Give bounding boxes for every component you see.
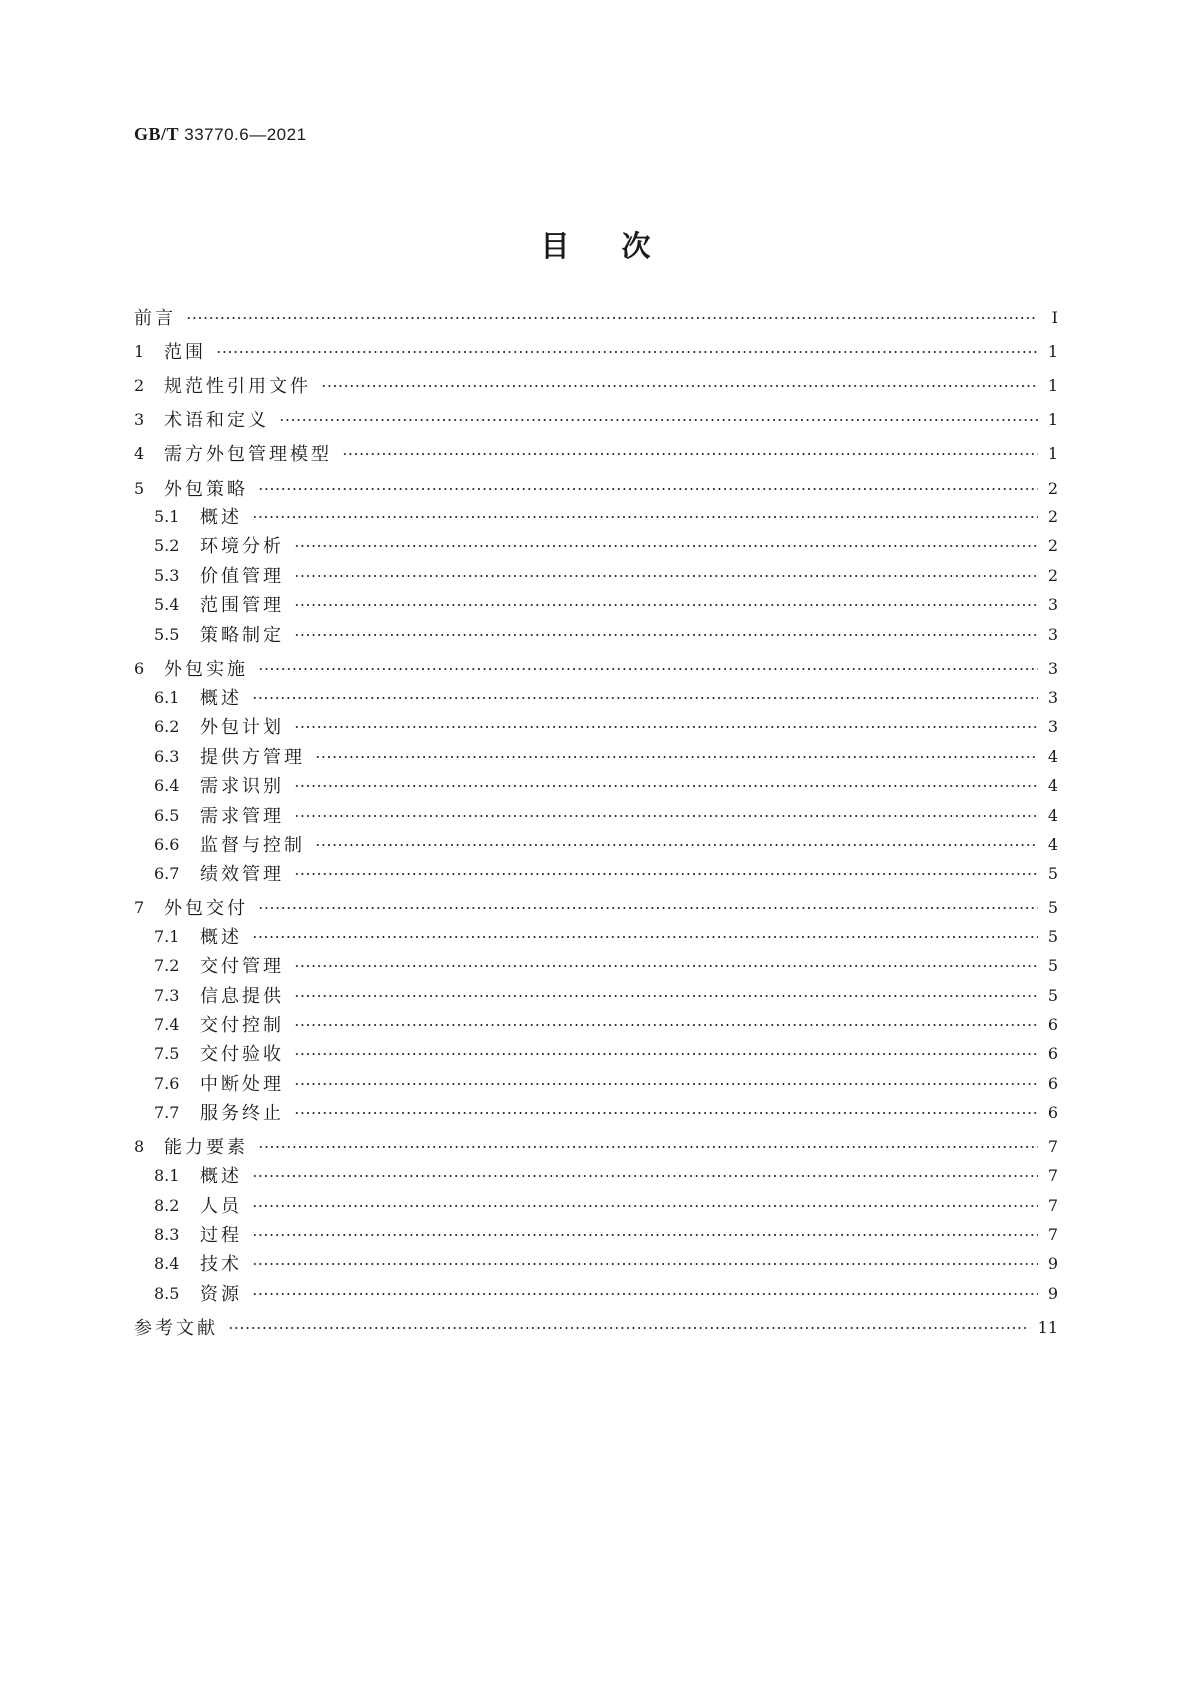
toc-entry[interactable]	[134, 441, 1058, 465]
toc-entry[interactable]	[134, 773, 1058, 797]
dot-leader	[279, 419, 1038, 421]
toc-entry-page: 9	[1047, 1253, 1058, 1273]
toc-entry-number: 5	[134, 478, 145, 498]
toc-entry-page: Ⅰ	[1051, 307, 1058, 327]
toc-entry[interactable]	[134, 1012, 1058, 1036]
toc-entry-label: 需求识别	[200, 776, 284, 797]
toc-entry-label: 术语和定义	[164, 410, 269, 431]
standard-code	[134, 124, 307, 145]
dot-leader	[315, 844, 1038, 846]
toc-entry-page: 3	[1047, 594, 1058, 614]
toc-entry[interactable]	[134, 1163, 1058, 1187]
toc-entry-label: 交付管理	[200, 956, 284, 977]
toc-entry-label: 需求管理	[200, 806, 284, 827]
dot-leader	[258, 488, 1038, 490]
toc-entry-label: 策略制定	[200, 625, 284, 646]
toc-entry-number: 8	[134, 1136, 145, 1156]
dot-leader	[216, 351, 1038, 353]
toc-entry[interactable]	[134, 983, 1058, 1007]
toc-entry[interactable]	[134, 592, 1058, 616]
toc-entry-label: 规范性引用文件	[164, 376, 311, 397]
dot-leader	[252, 936, 1038, 938]
toc-entry-label: 信息提供	[200, 986, 284, 1007]
toc-entry-number: 7.4	[154, 1014, 180, 1034]
toc-entry-page: 2	[1047, 565, 1058, 585]
dot-leader	[258, 668, 1038, 670]
toc-entry-label: 概述	[200, 688, 242, 709]
dot-leader	[252, 1175, 1038, 1177]
dot-leader	[321, 385, 1038, 387]
dot-leader	[315, 756, 1038, 758]
toc-entry[interactable]	[134, 1222, 1058, 1246]
toc-entry-page: 2	[1047, 535, 1058, 555]
toc-entry-page: 3	[1047, 687, 1058, 707]
toc-entry-page: 6	[1047, 1102, 1058, 1122]
dot-leader	[252, 516, 1038, 518]
toc-entry-label: 概述	[200, 1166, 242, 1187]
toc-entry[interactable]	[134, 685, 1058, 709]
toc-entry-label: 外包交付	[164, 898, 248, 919]
toc-entry-page: 9	[1047, 1283, 1058, 1303]
toc-entry-page: 3	[1047, 658, 1058, 678]
toc-entry-label: 范围管理	[200, 595, 284, 616]
toc-entry-page: 6	[1047, 1043, 1058, 1063]
standard-prefix: GB/T	[134, 124, 180, 144]
toc-entry-page: 4	[1047, 746, 1058, 766]
toc-entry-page: 7	[1047, 1165, 1058, 1185]
dot-leader	[294, 965, 1038, 967]
toc-entry[interactable]	[134, 1315, 1058, 1339]
toc-entry-number: 5.3	[154, 565, 180, 585]
page-title: 目次	[540, 229, 703, 263]
toc-entry-number: 6.6	[154, 834, 180, 854]
toc-entry[interactable]	[134, 714, 1058, 738]
toc-entry-label: 外包策略	[164, 479, 248, 500]
dot-leader	[258, 907, 1038, 909]
toc-entry-number: 6.5	[154, 805, 180, 825]
dot-leader	[294, 995, 1038, 997]
dot-leader	[294, 873, 1038, 875]
toc-entry-number: 8.3	[154, 1224, 180, 1244]
toc-entry-number: 5.4	[154, 594, 180, 614]
toc-entry-page: 4	[1047, 834, 1058, 854]
toc-entry-label: 服务终止	[200, 1103, 284, 1124]
dot-leader	[252, 697, 1038, 699]
toc-entry-number: 6.7	[154, 863, 180, 883]
toc-entry-label: 资源	[200, 1284, 242, 1305]
toc-entry[interactable]	[134, 803, 1058, 827]
dot-leader	[258, 1146, 1038, 1148]
toc-entry-number: 8.2	[154, 1195, 180, 1215]
toc-entry-page: 4	[1047, 775, 1058, 795]
toc-entry-page: 1	[1047, 409, 1058, 429]
dot-leader	[228, 1327, 1030, 1329]
toc-entry-page: 3	[1047, 716, 1058, 736]
toc-entry-label: 中断处理	[200, 1074, 284, 1095]
dot-leader	[294, 634, 1038, 636]
toc-entry-page: 5	[1047, 926, 1058, 946]
toc-entry-number: 1	[134, 341, 145, 361]
dot-leader	[294, 545, 1038, 547]
toc-entry-number: 4	[134, 443, 145, 463]
toc-entry-number: 7.2	[154, 955, 180, 975]
toc-entry-number: 8.4	[154, 1253, 180, 1273]
toc-entry[interactable]	[134, 744, 1058, 768]
toc-entry[interactable]	[134, 953, 1058, 977]
toc-entry[interactable]	[134, 533, 1058, 557]
toc-entry[interactable]	[134, 622, 1058, 646]
toc-entry-number: 6.4	[154, 775, 180, 795]
toc-entry-label: 技术	[200, 1254, 242, 1275]
toc-entry-label: 过程	[200, 1225, 242, 1246]
toc-entry-page: 2	[1047, 506, 1058, 526]
toc-entry-label: 提供方管理	[200, 747, 305, 768]
dot-leader	[342, 453, 1038, 455]
toc-entry-label: 交付验收	[200, 1044, 284, 1065]
toc-entry-label: 需方外包管理模型	[164, 444, 332, 465]
toc-entry-number: 7.7	[154, 1102, 180, 1122]
toc-entry-number: 6.2	[154, 716, 180, 736]
toc-entry-page: 7	[1047, 1136, 1058, 1156]
toc-entry-number: 8.1	[154, 1165, 180, 1185]
toc-entry[interactable]	[134, 832, 1058, 856]
toc-entry-label: 能力要素	[164, 1137, 248, 1158]
toc-entry[interactable]	[134, 1193, 1058, 1217]
toc-entry[interactable]	[134, 861, 1058, 885]
toc-entry-number: 6.1	[154, 687, 180, 707]
dot-leader	[294, 1112, 1038, 1114]
toc-entry[interactable]	[134, 373, 1058, 397]
toc-entry-number: 2	[134, 375, 145, 395]
toc-entry-number: 7.5	[154, 1043, 180, 1063]
toc-entry-page: 4	[1047, 805, 1058, 825]
toc-entry-number: 3	[134, 409, 145, 429]
toc-entry-label: 参考文献	[134, 1318, 218, 1339]
toc-entry-label: 绩效管理	[200, 864, 284, 885]
toc-entry-number: 7	[134, 897, 145, 917]
toc-entry-label: 交付控制	[200, 1015, 284, 1036]
toc-entry-number: 7.6	[154, 1073, 180, 1093]
toc-entry-label: 概述	[200, 927, 242, 948]
toc-entry-page: 5	[1047, 955, 1058, 975]
dot-leader	[294, 1083, 1038, 1085]
toc-entry-page: 7	[1047, 1224, 1058, 1244]
dot-leader	[294, 1053, 1038, 1055]
toc-entry-label: 外包计划	[200, 717, 284, 738]
toc-entry-label: 价值管理	[200, 566, 284, 587]
dot-leader	[294, 785, 1038, 787]
dot-leader	[252, 1263, 1038, 1265]
toc-entry[interactable]	[134, 305, 1058, 329]
toc-entry-number: 6.3	[154, 746, 180, 766]
dot-leader	[294, 815, 1038, 817]
dot-leader	[294, 726, 1038, 728]
dot-leader	[252, 1234, 1038, 1236]
toc-entry-page: 3	[1047, 624, 1058, 644]
toc-entry-page: 1	[1047, 341, 1058, 361]
toc-entry-label: 人员	[200, 1196, 242, 1217]
toc-entry[interactable]	[134, 1041, 1058, 1065]
toc-entry[interactable]	[134, 924, 1058, 948]
standard-number: 33770.6—2021	[184, 125, 307, 144]
dot-leader	[294, 604, 1038, 606]
toc-entry[interactable]	[134, 563, 1058, 587]
dot-leader	[252, 1293, 1038, 1295]
dot-leader	[294, 575, 1038, 577]
toc-entry-label: 前言	[134, 308, 176, 329]
toc-entry[interactable]	[134, 476, 1058, 500]
toc-entry-number: 6	[134, 658, 145, 678]
toc-entry-number: 7.1	[154, 926, 180, 946]
toc-entry-page: 5	[1047, 897, 1058, 917]
toc-entry-label: 监督与控制	[200, 835, 305, 856]
toc-entry-number: 5.1	[154, 506, 180, 526]
toc-entry-number: 5.2	[154, 535, 180, 555]
toc-entry[interactable]	[134, 895, 1058, 919]
toc-entry[interactable]	[134, 1071, 1058, 1095]
toc-entry-page: 6	[1047, 1014, 1058, 1034]
toc-entry-label: 外包实施	[164, 659, 248, 680]
toc-entry[interactable]	[134, 656, 1058, 680]
toc-entry-page: 2	[1047, 478, 1058, 498]
toc-entry-page: 7	[1047, 1195, 1058, 1215]
toc-entry-page: 11	[1037, 1317, 1058, 1337]
toc-entry[interactable]	[134, 1281, 1058, 1305]
dot-leader	[252, 1205, 1038, 1207]
toc-entry[interactable]	[134, 504, 1058, 528]
toc-entry[interactable]	[134, 1100, 1058, 1124]
toc-entry-label: 概述	[200, 507, 242, 528]
toc-entry-number: 7.3	[154, 985, 180, 1005]
toc-entry-label: 环境分析	[200, 536, 284, 557]
toc-entry-label: 范围	[164, 342, 206, 363]
toc-entry-page: 1	[1047, 375, 1058, 395]
toc-entry[interactable]	[134, 339, 1058, 363]
dot-leader	[186, 317, 1038, 319]
toc-entry-number: 8.5	[154, 1283, 180, 1303]
toc-entry-number: 5.5	[154, 624, 180, 644]
toc-entry[interactable]	[134, 1134, 1058, 1158]
toc-entry[interactable]	[134, 1251, 1058, 1275]
toc-entry-page: 5	[1047, 863, 1058, 883]
toc-entry[interactable]	[134, 407, 1058, 431]
toc-entry-page: 6	[1047, 1073, 1058, 1093]
toc-entry-page: 1	[1047, 443, 1058, 463]
toc-entry-page: 5	[1047, 985, 1058, 1005]
dot-leader	[294, 1024, 1038, 1026]
